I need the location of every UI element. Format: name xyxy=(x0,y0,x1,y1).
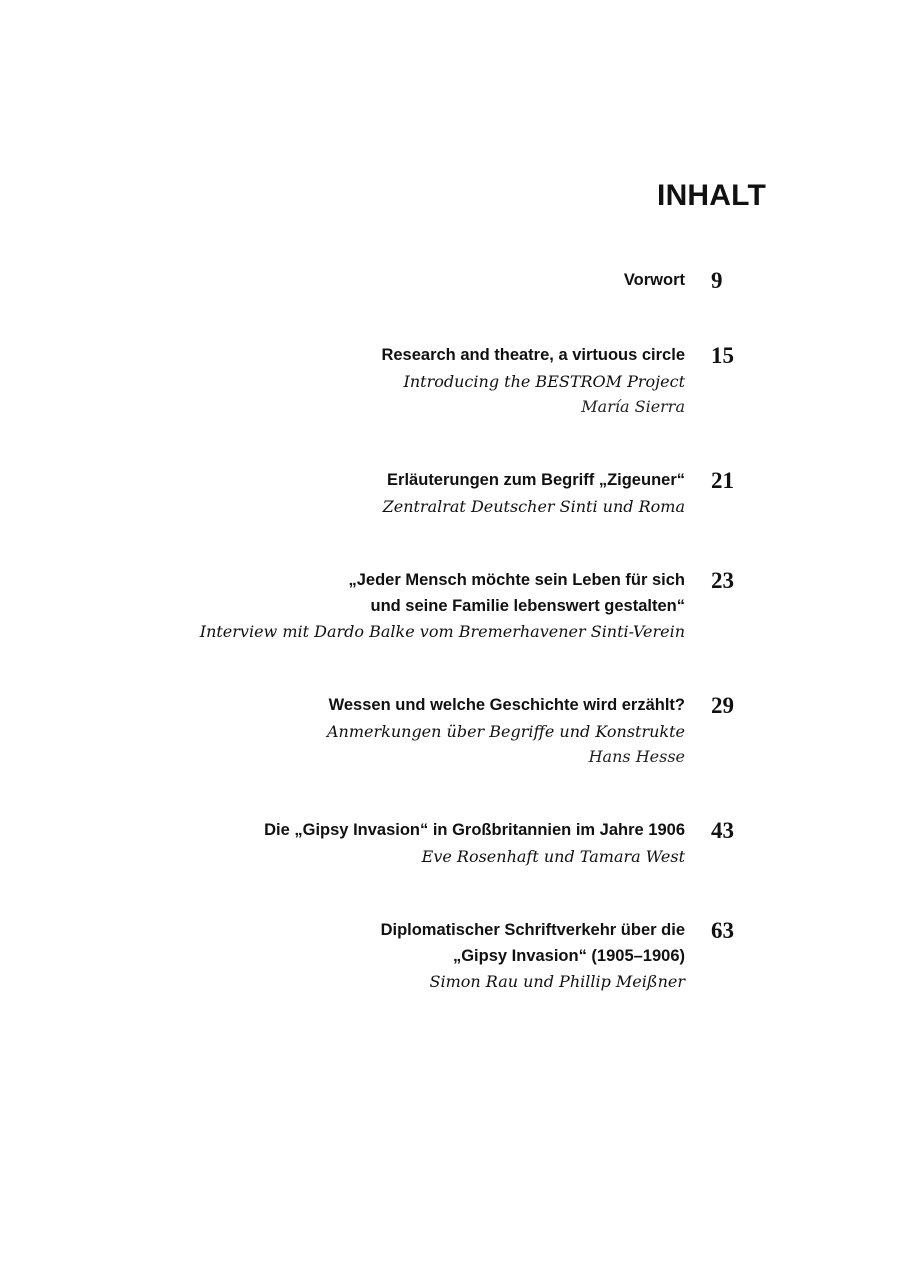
toc-entry-gipsy-invasion[interactable] xyxy=(0,818,898,908)
entry-title-continued: „Gipsy Invasion“ (1905–1906) xyxy=(452,946,685,965)
entry-author: Hans Hesse xyxy=(588,747,685,766)
entry-title-continued: und seine Familie lebenswert gestalten“ xyxy=(370,596,685,615)
entry-subtitle: Introducing the BESTROM Project xyxy=(403,371,685,391)
page-number: 43 xyxy=(711,818,734,843)
entry-title: Erläuterungen zum Begriff „Zigeuner“ xyxy=(387,471,685,489)
entry-text xyxy=(381,343,685,420)
entry-title: Vorwort xyxy=(623,271,685,289)
entry-title: Die „Gipsy Invasion“ in Großbritannien im Jahre 1906 xyxy=(264,821,685,839)
page-title: INHALT xyxy=(657,179,766,212)
toc-entry-jeder-mensch[interactable] xyxy=(0,568,898,658)
entry-title: „Jeder Mensch möchte sein Leben für sich xyxy=(348,571,685,589)
entry-subtitle: Anmerkungen über Begriffe und Konstrukte xyxy=(326,721,685,741)
entry-text xyxy=(383,468,685,519)
entry-title: Diplomatischer Schriftverkehr über die xyxy=(380,921,685,939)
entry-text xyxy=(624,268,685,294)
page-number: 21 xyxy=(711,468,734,493)
toc-entry-research-and-theatre[interactable] xyxy=(0,343,898,433)
page-number: 15 xyxy=(711,343,734,368)
entry-subtitle: Eve Rosenhaft und Tamara West xyxy=(421,846,685,866)
toc-entry-wessen-geschichte[interactable] xyxy=(0,693,898,783)
toc-entry-erlaeuterungen[interactable] xyxy=(0,468,898,558)
page-number: 29 xyxy=(711,693,734,718)
entry-author: María Sierra xyxy=(581,397,685,416)
page-number: 23 xyxy=(711,568,734,593)
entry-text xyxy=(327,693,685,770)
entry-subtitle: Zentralrat Deutscher Sinti und Roma xyxy=(382,496,685,516)
entry-text xyxy=(381,918,685,995)
page-number: 63 xyxy=(711,918,734,943)
entry-text xyxy=(264,818,685,869)
entry-subtitle: Simon Rau und Phillip Meißner xyxy=(429,972,685,991)
toc-entry-diplomatischer-schriftverkehr[interactable] xyxy=(0,918,898,1008)
entry-title: Research and theatre, a virtuous circle xyxy=(381,346,685,364)
entry-text xyxy=(200,568,685,645)
entry-title: Wessen und welche Geschichte wird erzählt? xyxy=(328,696,685,714)
entry-subtitle: Interview mit Dardo Balke vom Bremerhavener Sinti-Verein xyxy=(199,622,685,641)
page-number: 9 xyxy=(711,268,723,293)
